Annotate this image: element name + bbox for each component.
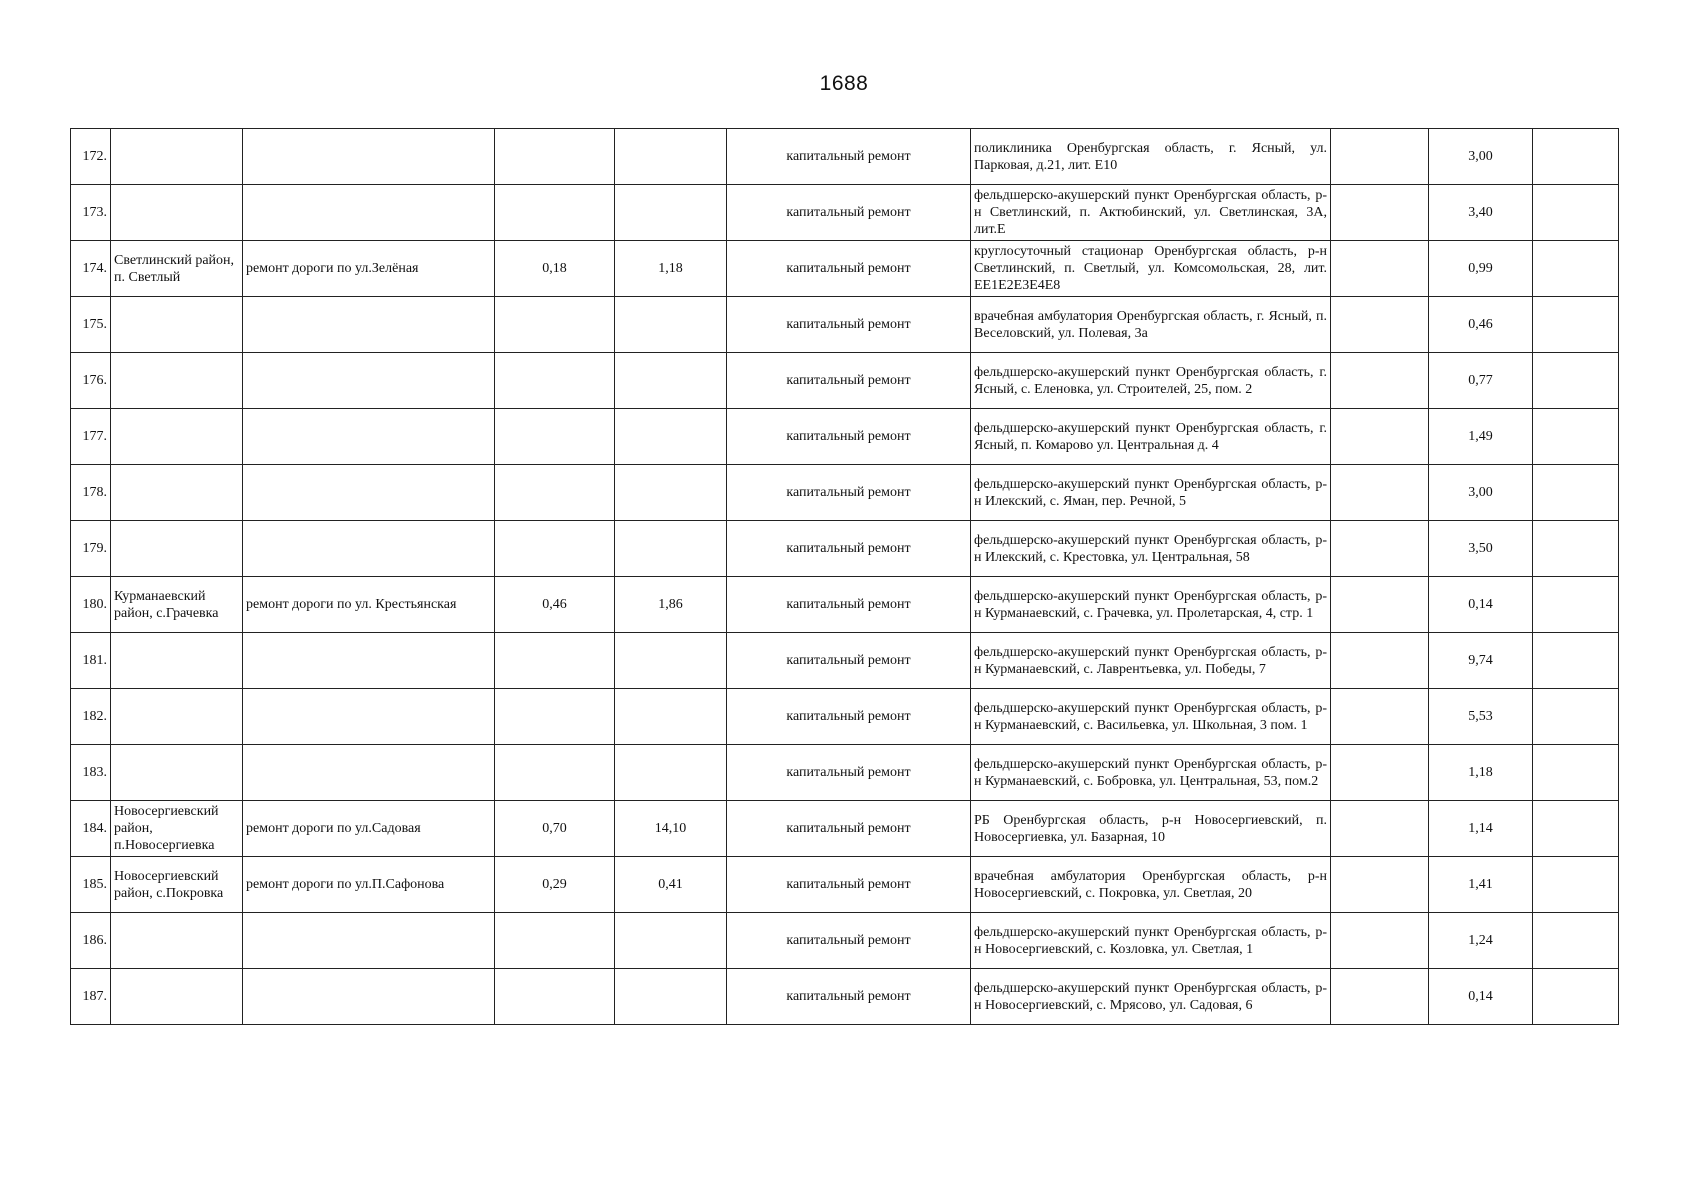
length-cell: 0,29 bbox=[495, 857, 615, 913]
row-number: 181. bbox=[71, 633, 111, 689]
length-cell bbox=[495, 633, 615, 689]
row-number: 178. bbox=[71, 465, 111, 521]
empty-cell bbox=[1331, 801, 1429, 857]
cost-cell: 0,41 bbox=[615, 857, 727, 913]
table-row bbox=[71, 801, 1619, 857]
object-address-cell: фельдшерско-акушерский пункт Оренбургская область, р-н Курманаевский, с. Бобровка, ул. Центральная, 53, пом.2 bbox=[971, 745, 1331, 801]
empty-cell bbox=[1331, 185, 1429, 241]
table-row bbox=[71, 241, 1619, 297]
cost-cell bbox=[615, 689, 727, 745]
object-address-cell: фельдшерско-акушерский пункт Оренбургская область, г. Ясный, п. Комарово ул. Центральная д. 4 bbox=[971, 409, 1331, 465]
empty-cell bbox=[1533, 521, 1619, 577]
row-number: 175. bbox=[71, 297, 111, 353]
road-cell bbox=[243, 129, 495, 185]
cost-cell bbox=[615, 633, 727, 689]
empty-cell bbox=[1533, 969, 1619, 1025]
row-number: 187. bbox=[71, 969, 111, 1025]
road-cell bbox=[243, 465, 495, 521]
table-row bbox=[71, 857, 1619, 913]
length-cell bbox=[495, 353, 615, 409]
cost-cell bbox=[615, 465, 727, 521]
object-address-cell: круглосуточный стационар Оренбургская область, р-н Светлинский, п. Светлый, ул. Комсомольская, 28, лит. ЕЕ1Е2Е3Е4Е8 bbox=[971, 241, 1331, 297]
length-cell bbox=[495, 969, 615, 1025]
work-type-cell: капитальный ремонт bbox=[727, 577, 971, 633]
cost-cell bbox=[615, 353, 727, 409]
work-type-cell: капитальный ремонт bbox=[727, 633, 971, 689]
cost-cell bbox=[615, 913, 727, 969]
district-cell bbox=[111, 129, 243, 185]
row-number: 184. bbox=[71, 801, 111, 857]
work-type-cell: капитальный ремонт bbox=[727, 353, 971, 409]
table-row bbox=[71, 969, 1619, 1025]
road-cell bbox=[243, 297, 495, 353]
empty-cell bbox=[1331, 521, 1429, 577]
cost-cell bbox=[615, 969, 727, 1025]
row-number: 177. bbox=[71, 409, 111, 465]
district-cell: Новосергиевский район, с.Покровка bbox=[111, 857, 243, 913]
value-cell: 0,46 bbox=[1429, 297, 1533, 353]
road-cell bbox=[243, 745, 495, 801]
row-number: 183. bbox=[71, 745, 111, 801]
work-type-cell: капитальный ремонт bbox=[727, 913, 971, 969]
value-cell: 3,00 bbox=[1429, 129, 1533, 185]
object-address-cell: фельдшерско-акушерский пункт Оренбургская область, р-н Курманаевский, с. Грачевка, ул. Пролетарская, 4, стр. 1 bbox=[971, 577, 1331, 633]
empty-cell bbox=[1533, 297, 1619, 353]
road-cell bbox=[243, 353, 495, 409]
work-type-cell: капитальный ремонт bbox=[727, 185, 971, 241]
road-cell bbox=[243, 969, 495, 1025]
empty-cell bbox=[1533, 913, 1619, 969]
row-number: 172. bbox=[71, 129, 111, 185]
length-cell bbox=[495, 185, 615, 241]
table-row bbox=[71, 185, 1619, 241]
value-cell: 5,53 bbox=[1429, 689, 1533, 745]
row-number: 185. bbox=[71, 857, 111, 913]
road-cell bbox=[243, 521, 495, 577]
row-number: 176. bbox=[71, 353, 111, 409]
empty-cell bbox=[1533, 801, 1619, 857]
empty-cell bbox=[1331, 353, 1429, 409]
value-cell: 1,24 bbox=[1429, 913, 1533, 969]
district-cell bbox=[111, 745, 243, 801]
value-cell: 0,14 bbox=[1429, 577, 1533, 633]
value-cell: 3,40 bbox=[1429, 185, 1533, 241]
work-type-cell: капитальный ремонт bbox=[727, 689, 971, 745]
row-number: 182. bbox=[71, 689, 111, 745]
work-type-cell: капитальный ремонт bbox=[727, 801, 971, 857]
cost-cell bbox=[615, 745, 727, 801]
object-address-cell: РБ Оренбургская область, р-н Новосергиевский, п. Новосергиевка, ул. Базарная, 10 bbox=[971, 801, 1331, 857]
empty-cell bbox=[1533, 745, 1619, 801]
empty-cell bbox=[1331, 633, 1429, 689]
table-row bbox=[71, 353, 1619, 409]
district-cell bbox=[111, 969, 243, 1025]
road-cell: ремонт дороги по ул.Садовая bbox=[243, 801, 495, 857]
district-cell bbox=[111, 297, 243, 353]
empty-cell bbox=[1331, 913, 1429, 969]
table-row bbox=[71, 577, 1619, 633]
cost-cell bbox=[615, 129, 727, 185]
value-cell: 3,50 bbox=[1429, 521, 1533, 577]
road-cell: ремонт дороги по ул. Крестьянская bbox=[243, 577, 495, 633]
length-cell bbox=[495, 297, 615, 353]
district-cell bbox=[111, 521, 243, 577]
object-address-cell: врачебная амбулатория Оренбургская область, р-н Новосергиевский, с. Покровка, ул. Светлая, 20 bbox=[971, 857, 1331, 913]
empty-cell bbox=[1331, 129, 1429, 185]
object-address-cell: фельдшерско-акушерский пункт Оренбургская область, р-н Новосергиевский, с. Мрясово, ул. Садовая, 6 bbox=[971, 969, 1331, 1025]
work-type-cell: капитальный ремонт bbox=[727, 745, 971, 801]
value-cell: 9,74 bbox=[1429, 633, 1533, 689]
object-address-cell: фельдшерско-акушерский пункт Оренбургская область, р-н Светлинский, п. Актюбинский, ул. Светлинская, 3А, лит.Е bbox=[971, 185, 1331, 241]
empty-cell bbox=[1533, 185, 1619, 241]
length-cell bbox=[495, 689, 615, 745]
empty-cell bbox=[1533, 241, 1619, 297]
length-cell: 0,46 bbox=[495, 577, 615, 633]
cost-cell bbox=[615, 521, 727, 577]
object-address-cell: врачебная амбулатория Оренбургская область, г. Ясный, п. Веселовский, ул. Полевая, 3а bbox=[971, 297, 1331, 353]
value-cell: 1,18 bbox=[1429, 745, 1533, 801]
district-cell: Светлинский район, п. Светлый bbox=[111, 241, 243, 297]
district-cell bbox=[111, 185, 243, 241]
table-row bbox=[71, 297, 1619, 353]
road-cell: ремонт дороги по ул.П.Сафонова bbox=[243, 857, 495, 913]
length-cell bbox=[495, 129, 615, 185]
value-cell: 1,49 bbox=[1429, 409, 1533, 465]
empty-cell bbox=[1331, 241, 1429, 297]
cost-cell: 1,18 bbox=[615, 241, 727, 297]
road-cell bbox=[243, 409, 495, 465]
value-cell: 1,41 bbox=[1429, 857, 1533, 913]
row-number: 173. bbox=[71, 185, 111, 241]
district-cell: Курманаевский район, с.Грачевка bbox=[111, 577, 243, 633]
table-row bbox=[71, 689, 1619, 745]
district-cell bbox=[111, 633, 243, 689]
length-cell: 0,18 bbox=[495, 241, 615, 297]
row-number: 186. bbox=[71, 913, 111, 969]
table-row bbox=[71, 409, 1619, 465]
work-type-cell: капитальный ремонт bbox=[727, 857, 971, 913]
empty-cell bbox=[1331, 409, 1429, 465]
page-number: 1688 bbox=[819, 72, 869, 95]
table-row bbox=[71, 521, 1619, 577]
table-row bbox=[71, 129, 1619, 185]
length-cell bbox=[495, 521, 615, 577]
value-cell: 0,99 bbox=[1429, 241, 1533, 297]
cost-cell: 1,86 bbox=[615, 577, 727, 633]
object-address-cell: фельдшерско-акушерский пункт Оренбургская область, г. Ясный, с. Еленовка, ул. Строителей, 25, пом. 2 bbox=[971, 353, 1331, 409]
table-row bbox=[71, 745, 1619, 801]
empty-cell bbox=[1331, 969, 1429, 1025]
empty-cell bbox=[1331, 297, 1429, 353]
table-row bbox=[71, 913, 1619, 969]
length-cell: 0,70 bbox=[495, 801, 615, 857]
road-cell bbox=[243, 633, 495, 689]
value-cell: 0,77 bbox=[1429, 353, 1533, 409]
work-type-cell: капитальный ремонт bbox=[727, 465, 971, 521]
district-cell bbox=[111, 689, 243, 745]
district-cell: Новосергиевский район, п.Новосергиевка bbox=[111, 801, 243, 857]
table-body bbox=[71, 129, 1619, 1025]
empty-cell bbox=[1533, 689, 1619, 745]
empty-cell bbox=[1331, 745, 1429, 801]
length-cell bbox=[495, 745, 615, 801]
repair-table bbox=[70, 128, 1619, 1025]
value-cell: 1,14 bbox=[1429, 801, 1533, 857]
row-number: 179. bbox=[71, 521, 111, 577]
road-cell bbox=[243, 185, 495, 241]
row-number: 180. bbox=[71, 577, 111, 633]
object-address-cell: фельдшерско-акушерский пункт Оренбургская область, р-н Курманаевский, с. Лаврентьевка, ул. Победы, 7 bbox=[971, 633, 1331, 689]
object-address-cell: фельдшерско-акушерский пункт Оренбургская область, р-н Илекский, с. Яман, пер. Речной, 5 bbox=[971, 465, 1331, 521]
empty-cell bbox=[1331, 465, 1429, 521]
district-cell bbox=[111, 353, 243, 409]
empty-cell bbox=[1533, 633, 1619, 689]
cost-cell bbox=[615, 409, 727, 465]
empty-cell bbox=[1533, 857, 1619, 913]
length-cell bbox=[495, 465, 615, 521]
road-cell bbox=[243, 689, 495, 745]
road-cell: ремонт дороги по ул.Зелёная bbox=[243, 241, 495, 297]
work-type-cell: капитальный ремонт bbox=[727, 241, 971, 297]
district-cell bbox=[111, 913, 243, 969]
object-address-cell: фельдшерско-акушерский пункт Оренбургская область, р-н Новосергиевский, с. Козловка, ул. Светлая, 1 bbox=[971, 913, 1331, 969]
table-row bbox=[71, 465, 1619, 521]
empty-cell bbox=[1331, 689, 1429, 745]
table-row bbox=[71, 633, 1619, 689]
length-cell bbox=[495, 913, 615, 969]
length-cell bbox=[495, 409, 615, 465]
object-address-cell: фельдшерско-акушерский пункт Оренбургская область, р-н Курманаевский, с. Васильевка, ул. Школьная, 3 пом. 1 bbox=[971, 689, 1331, 745]
value-cell: 3,00 bbox=[1429, 465, 1533, 521]
empty-cell bbox=[1533, 577, 1619, 633]
cost-cell bbox=[615, 297, 727, 353]
district-cell bbox=[111, 409, 243, 465]
value-cell: 0,14 bbox=[1429, 969, 1533, 1025]
district-cell bbox=[111, 465, 243, 521]
empty-cell bbox=[1533, 129, 1619, 185]
work-type-cell: капитальный ремонт bbox=[727, 409, 971, 465]
cost-cell: 14,10 bbox=[615, 801, 727, 857]
work-type-cell: капитальный ремонт bbox=[727, 129, 971, 185]
empty-cell bbox=[1533, 465, 1619, 521]
empty-cell bbox=[1533, 409, 1619, 465]
row-number: 174. bbox=[71, 241, 111, 297]
cost-cell bbox=[615, 185, 727, 241]
work-type-cell: капитальный ремонт bbox=[727, 969, 971, 1025]
object-address-cell: фельдшерско-акушерский пункт Оренбургская область, р-н Илекский, с. Крестовка, ул. Центральная, 58 bbox=[971, 521, 1331, 577]
work-type-cell: капитальный ремонт bbox=[727, 297, 971, 353]
object-address-cell: поликлиника Оренбургская область, г. Ясный, ул. Парковая, д.21, лит. Е10 bbox=[971, 129, 1331, 185]
empty-cell bbox=[1331, 857, 1429, 913]
empty-cell bbox=[1331, 577, 1429, 633]
work-type-cell: капитальный ремонт bbox=[727, 521, 971, 577]
empty-cell bbox=[1533, 353, 1619, 409]
road-cell bbox=[243, 913, 495, 969]
